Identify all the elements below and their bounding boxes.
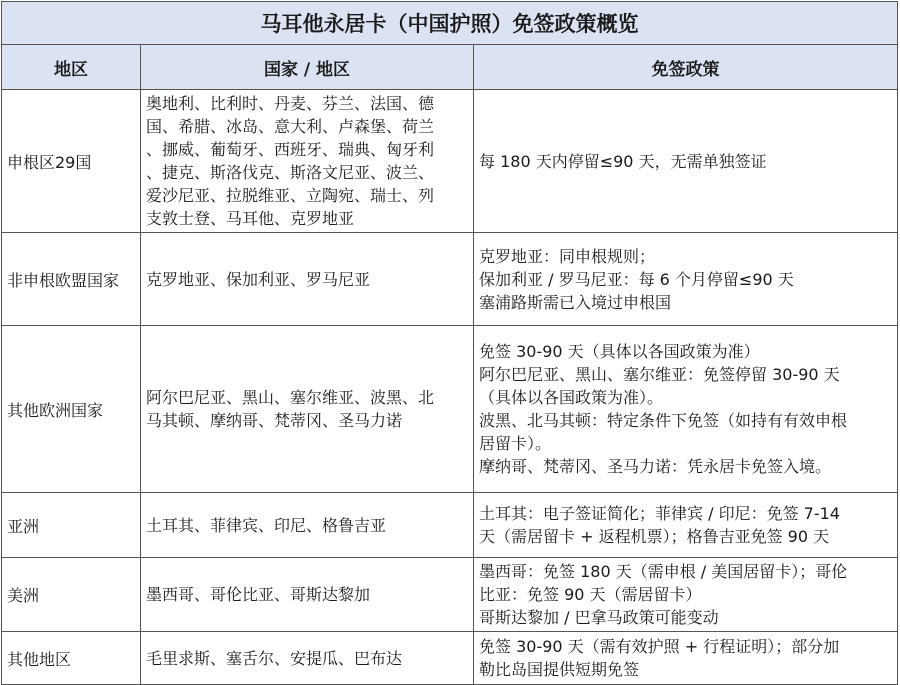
header-countries: 国家 / 地区 <box>141 45 474 90</box>
policy-line: 勒比岛国提供短期免签 <box>479 660 640 679</box>
table-row <box>2 326 898 493</box>
region-cell: 其他欧洲国家 <box>2 326 141 493</box>
policy-cell <box>474 632 898 685</box>
countries-line: 支敦士登、马耳他、克罗地亚 <box>146 209 355 228</box>
region-cell: 亚洲 <box>2 493 141 558</box>
countries-line: 马其顿、摩纳哥、梵蒂冈、圣马力诺 <box>146 411 403 430</box>
policy-line: 居留卡）。 <box>479 434 552 453</box>
countries-cell <box>141 90 474 233</box>
region-cell: 美洲 <box>2 558 141 632</box>
region-cell: 申根区29国 <box>2 90 141 233</box>
visa-policy-table <box>1 1 898 685</box>
countries-cell <box>141 326 474 493</box>
policy-line: 克罗地亚：同申根规则； <box>479 246 656 266</box>
countries-cell <box>141 493 474 558</box>
countries-cell <box>141 233 474 326</box>
visa-policy-sheet <box>1 1 897 685</box>
countries-line: 墨西哥、哥伦比亚、哥斯达黎加 <box>146 585 371 604</box>
policy-line: 哥斯达黎加 / 巴拿马政策可能变动 <box>479 608 719 627</box>
countries-line: 土耳其、菲律宾、印尼、格鲁吉亚 <box>146 515 387 535</box>
policy-cell <box>474 558 898 632</box>
countries-line: 阿尔巴尼亚、黑山、塞尔维亚、波黑、北 <box>146 388 435 407</box>
table-row <box>2 90 898 233</box>
table-row <box>2 558 898 632</box>
countries-line: 国、希腊、冰岛、意大利、卢森堡、荷兰 <box>146 117 435 136</box>
policy-line: （具体以各国政策为准）。 <box>479 388 664 407</box>
countries-line: 、捷克、斯洛伐克、斯洛文尼亚、波兰、 <box>146 163 435 182</box>
countries-line: 爱沙尼亚、拉脱维亚、立陶宛、瑞士、列 <box>146 186 435 205</box>
table-title: 马耳他永居卡（中国护照）免签政策概览 <box>2 2 898 45</box>
policy-line: 比亚：免签 90 天（需居留卡） <box>479 585 702 604</box>
countries-cell <box>141 558 474 632</box>
countries-line: 毛里求斯、塞舌尔、安提瓜、巴布达 <box>146 648 403 668</box>
region-cell: 其他地区 <box>2 632 141 685</box>
policy-line: 天（需居留卡 + 返程机票）；格鲁吉亚免签 90 天 <box>479 527 830 546</box>
policy-line: 摩纳哥、梵蒂冈、圣马力诺：凭永居卡免签入境。 <box>479 457 832 476</box>
header-region: 地区 <box>2 45 141 90</box>
policy-line: 免签 30-90 天（需有效护照 + 行程证明）；部分加 <box>479 637 840 656</box>
countries-line: 、挪威、葡萄牙、西班牙、瑞典、匈牙利 <box>146 140 435 159</box>
policy-line: 免签 30-90 天（具体以各国政策为准） <box>479 342 760 361</box>
policy-line: 每 180 天内停留≤90 天，无需单独签证 <box>479 151 767 171</box>
policy-line: 阿尔巴尼亚、黑山、塞尔维亚：免签停留 30-90 天 <box>479 365 840 384</box>
policy-cell <box>474 233 898 326</box>
table-row <box>2 233 898 326</box>
policy-cell <box>474 90 898 233</box>
policy-line: 土耳其：电子签证简化；菲律宾 / 印尼：免签 7-14 <box>479 504 840 523</box>
countries-cell <box>141 632 474 685</box>
table-row <box>2 632 898 685</box>
countries-line: 克罗地亚、保加利亚、罗马尼亚 <box>146 269 371 289</box>
policy-line: 墨西哥：免签 180 天（需申根 / 美国居留卡）；哥伦 <box>479 562 848 581</box>
table-row <box>2 493 898 558</box>
policy-line: 保加利亚 / 罗马尼亚：每 6 个月停留≤90 天 <box>479 269 794 289</box>
header-policy: 免签政策 <box>474 45 898 90</box>
policy-line: 波黑、北马其顿：特定条件下免签（如持有有效申根 <box>479 411 848 430</box>
policy-cell <box>474 493 898 558</box>
policy-cell <box>474 326 898 493</box>
region-cell: 非申根欧盟国家 <box>2 233 141 326</box>
countries-line: 奥地利、比利时、丹麦、芬兰、法国、德 <box>146 94 435 113</box>
policy-line: 塞浦路斯需已入境过申根国 <box>479 292 672 312</box>
